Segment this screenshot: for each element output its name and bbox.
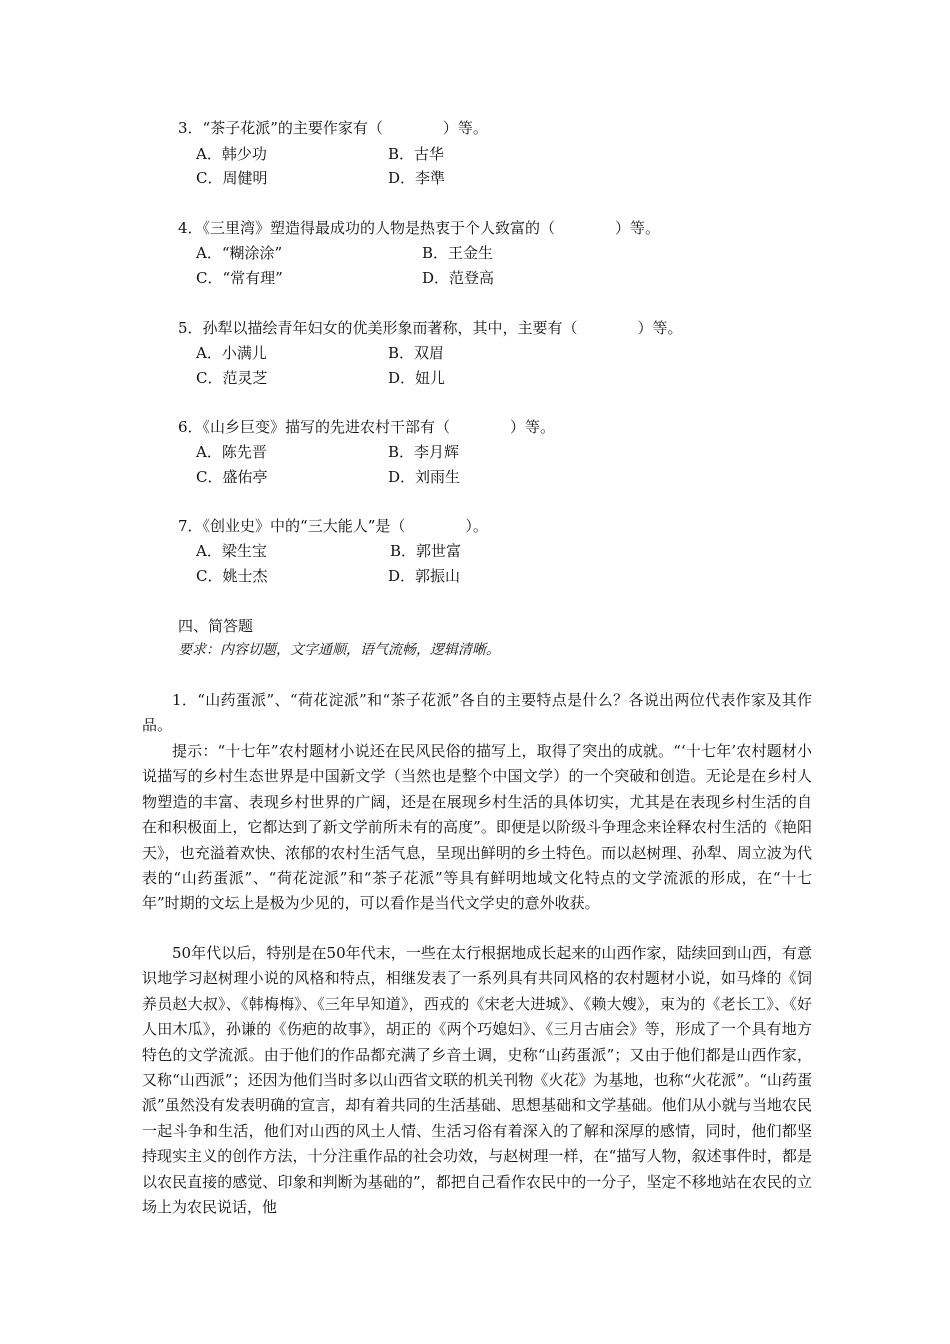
question-5-option-d: D．妞儿 [388, 369, 446, 387]
question-4-option-c: C．“常有理” [196, 269, 283, 287]
essay-hint-paragraph: 提示：“十七年”农村题材小说还在民风民俗的描写上，取得了突出的成就。“‘十七年’农村题材小说描写的乡村生态世界是中国新文学（当然也是整个中国文学）的一个突破和创造。无论是在乡村人物塑造的丰富、表现乡村世界的广阔，还是在展现乡村生活的具体切实，尤其是在表现乡村生活的自在和积极面上，它都达到了新文学前所未有的高度”。即便是以阶级斗争理念来诠释农村生活的《艳阳天》，也充溢着欢快、浓郁的农村生活气息，呈现出鲜明的乡土特色。而以赵树理、孙犁、周立波为代表的“山药蛋派”、“荷花淀派”和“茶子花派”等具有鲜明地域文化特点的文学流派的形成，在“十七年”时期的文坛上是极为少见的，可以看作是当代文学史的意外收获。 [142, 742, 812, 913]
question-7-option-b: B．郭世富 [390, 542, 462, 560]
essay-body-paragraph: 50年代以后，特别是在50年代末，一些在太行根据地成长起来的山西作家，陆续回到山西，有意识地学习赵树理小说的风格和特点，相继发表了一系列具有共同风格的农村题材小说，如马烽的《饲养员赵大叔》、《韩梅梅》、《三年早知道》，西戎的《宋老大进城》、《赖大嫂》，束为的《老长工》、《好人田木瓜》，孙谦的《伤疤的故事》，胡正的《两个巧媳妇》、《三月古庙会》等，形成了一个具有地方特色的文学流派。由于他们的作品都充满了乡音土调，史称“山药蛋派”；又由于他们都是山西作家，又称“山西派”；还因为他们当时多以山西省文联的机关刊物《火花》为基地，也称“火花派”。“山药蛋派”虽然没有发表明确的宣言，却有着共同的生活基础、思想基础和文学基础。他们从小就与当地农民一起斗争和生活，他们对山西的风土人情、生活习俗有着深入的了解和深厚的感情，同时，他们都坚持现实主义的创作方法，十分注重作品的社会功效，与赵树理一样，在“描写人物，叙述事件时，都是以农民直接的感觉、印象和判断为基础的”，都把自己看作农民中的一分子，坚定不移地站在农民的立场上为农民说话，他 [142, 944, 812, 1217]
question-4-stem: 4．《三里湾》塑造得最成功的人物是热衷于个人致富的（ ）等。 [178, 219, 661, 237]
question-4-option-a: A．“糊涂涂” [196, 244, 283, 262]
question-3-option-d: D．李準 [388, 169, 446, 187]
question-7-option-c: C．姚士杰 [196, 567, 268, 585]
question-7-option-d: D．郭振山 [388, 567, 461, 585]
question-3-option-b: B．古华 [388, 145, 445, 163]
question-6-stem: 6．《山乡巨变》描写的先进农村干部有（ ）等。 [178, 418, 556, 436]
section-title: 四、简答题 [178, 617, 254, 635]
question-3-option-c: C．周健明 [196, 169, 268, 187]
question-6-option-c: C．盛佑亭 [196, 468, 268, 486]
question-5-option-c: C．范灵芝 [196, 369, 268, 387]
question-6-option-a: A．陈先晋 [196, 443, 267, 461]
question-5-option-b: B．双眉 [388, 344, 445, 362]
question-7-option-a: A．梁生宝 [196, 542, 267, 560]
question-6-option-b: B．李月辉 [388, 443, 460, 461]
question-5-stem: 5．孙犁以描绘青年妇女的优美形象而著称，其中，主要有（ ）等。 [178, 319, 683, 337]
question-3-stem: 3．“茶子花派”的主要作家有（ ）等。 [178, 119, 488, 137]
section-requirement: 要求：内容切题，文字通顺，语气流畅，逻辑清晰。 [178, 642, 500, 658]
question-6-option-d: D．刘雨生 [388, 468, 461, 486]
question-4-option-d: D．范登高 [422, 269, 495, 287]
question-7-stem: 7．《创业史》中的“三大能人”是（ ）。 [178, 517, 488, 535]
question-5-option-a: A．小满儿 [196, 344, 267, 362]
essay-question: 1．“山药蛋派”、“荷花淀派”和“茶子花派”各自的主要特点是什么？各说出两位代表作家及其作品。 [142, 691, 812, 735]
question-3-option-a: A．韩少功 [196, 145, 267, 163]
question-4-option-b: B．王金生 [422, 244, 494, 262]
